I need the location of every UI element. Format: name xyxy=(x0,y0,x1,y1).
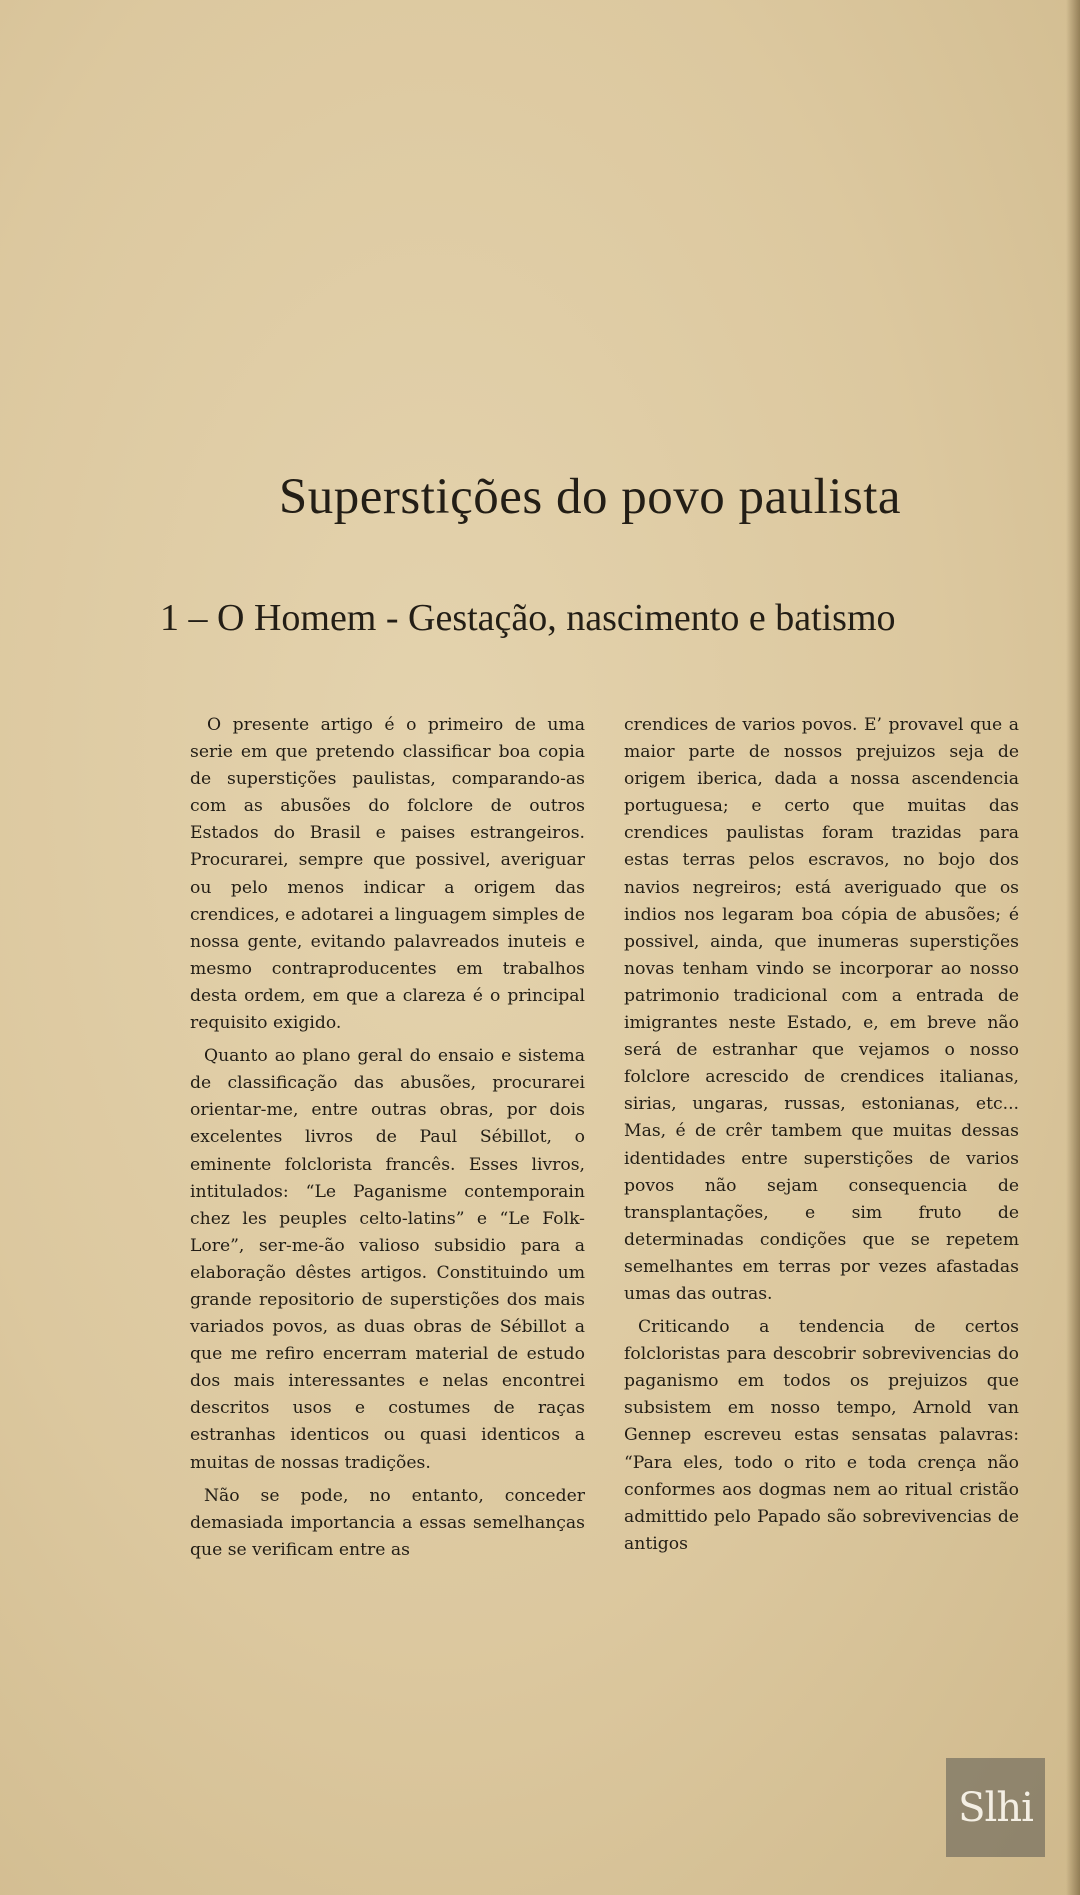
paragraph: Quanto ao plano geral do ensaio e sistema de classificação das abusões, procurarei orientar-me, entre outras obras, por dois excelentes livros de Paul Sébillot, o eminente folclorista francês. Esses livros, intitulados: “Le Paganisme contemporain chez les peuples celto-latins” e “Le Folk-Lore”, ser-me-ão valioso subsidio para a elaboração dêstes artigos. Constituindo um grande repositorio de superstições dos mais variados povos, as duas obras de Sébillot a que me refiro encerram material de estudo dos mais interessantes e nelas encontrei descritos usos e costumes de raças estranhas identicos ou quasi identicos a muitas de nossas tradições. xyxy=(190,1046,585,1473)
slhi-logo xyxy=(946,1758,1045,1857)
left-column xyxy=(190,712,585,1570)
paragraph: Criticando a tendencia de certos folcloristas para descobrir sobrevivencias do paganismo em todos os prejuizos que subsistem em nosso tempo, Arnold van Gennep escreveu estas sensatas palavras: “Para eles, todo o rito e toda crença não conformes aos dogmas nem ao ritual cristão admittido pelo Papado são sobrevivencias de antigos xyxy=(624,1317,1019,1554)
right-column xyxy=(624,712,1019,1564)
paragraph: O presente artigo é o primeiro de uma serie em que pretendo classificar boa copia de superstições paulistas, comparando-as com as abusões do folclore de outros Estados do Brasil e paises estrangeiros. Procurarei, sempre que possivel, averiguar ou pelo menos indicar a origem das crendices, e adotarei a linguagem simples de nossa gente, evitando palavreados inuteis e mesmo contraproducentes em trabalhos desta ordem, em que a clareza é o principal requisito exigido. xyxy=(190,715,585,1034)
paragraph: Não se pode, no entanto, conceder demasiada importancia a essas semelhanças que se verificam entre as xyxy=(190,1485,585,1560)
page-edge-shadow xyxy=(1066,0,1080,1895)
article-title: Superstições do povo paulista xyxy=(278,469,902,525)
logo-text: Slhi xyxy=(958,1784,1033,1831)
paragraph: crendices de varios povos. E’ provavel que a maior parte de nossos prejuizos seja de origem iberica, dada a nossa ascendencia portuguesa; e certo que muitas das crendices paulistas foram trazidas para estas terras pelos escravos, no bojo dos navios negreiros; está averiguado que os indios nos legaram boa cópia de abusões; é possivel, ainda, que inumeras superstições novas tenham vindo se incorporar ao nosso patrimonio tradicional com a entrada de imigrantes neste Estado, e, em breve não será de estranhar que vejamos o nosso folclore acrescido de crendices italianas, sirias, ungaras, russas, estonianas, etc... Mas, é de crêr tambem que muitas dessas identidades entre superstições de varios povos não sejam consequencia de transplantações, e sim fruto de determinadas condições que se repetem semelhantes em terras por vezes afastadas umas das outras. xyxy=(624,715,1019,1304)
article-subtitle: 1 – O Homem - Gestação, nascimento e batismo xyxy=(160,597,896,639)
